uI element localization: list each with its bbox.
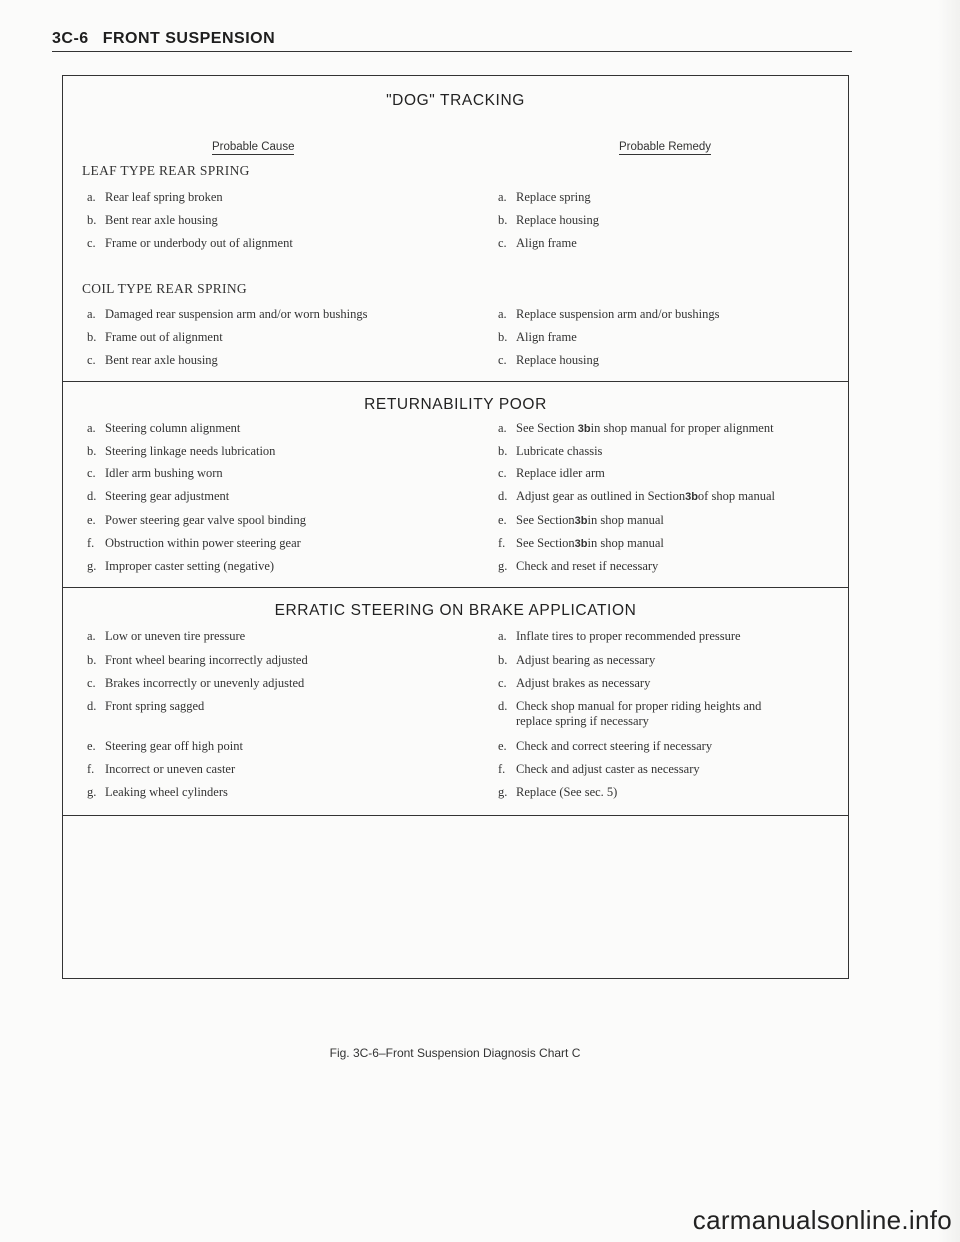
item-letter: a. — [87, 629, 96, 643]
remedy-item — [498, 236, 577, 251]
remedy-text: Check and reset if necessary — [516, 559, 659, 573]
remedy-text-post: in shop manual — [587, 536, 664, 550]
item-letter: a. — [87, 307, 96, 321]
cause-item — [87, 762, 235, 777]
remedy-text: Align frame — [516, 330, 577, 344]
item-letter: c. — [87, 236, 96, 250]
section-reference: 3b — [577, 423, 591, 435]
remedy-text: Replace suspension arm and/or bushings — [516, 307, 720, 321]
remedy-text: Lubricate chassis — [516, 444, 603, 458]
cause-text: Steering gear off high point — [105, 739, 243, 753]
cause-item — [87, 213, 218, 228]
cause-text: Obstruction within power steering gear — [105, 536, 301, 550]
column-header-cause: Probable Cause — [212, 141, 295, 153]
item-letter: d. — [498, 699, 508, 713]
remedy-item — [498, 536, 664, 552]
cause-item — [87, 466, 223, 481]
item-letter: d. — [87, 699, 97, 713]
page-code: 3C-6 — [52, 30, 89, 47]
figure-caption: Fig. 3C-6–Front Suspension Diagnosis Chart C — [329, 1046, 581, 1060]
cause-text: Frame out of alignment — [105, 330, 223, 344]
remedy-text: Check and correct steering if necessary — [516, 739, 713, 753]
cause-item — [87, 190, 223, 205]
remedy-item — [498, 629, 741, 644]
item-letter: c. — [498, 236, 507, 250]
cause-text: Improper caster setting (negative) — [105, 559, 275, 573]
item-letter: a. — [87, 190, 96, 204]
item-letter: g. — [87, 785, 97, 799]
section-reference: 3b — [574, 538, 588, 550]
remedy-text: Align frame — [516, 236, 577, 250]
item-letter: b. — [498, 330, 508, 344]
cause-text: Bent rear axle housing — [105, 353, 218, 367]
item-letter: f. — [498, 762, 506, 776]
remedy-text-pre: See Section — [516, 513, 575, 527]
item-letter: g. — [498, 559, 508, 573]
item-letter: c. — [498, 676, 507, 690]
remedy-text-pre: Adjust gear as outlined in Section — [516, 489, 686, 503]
remedy-item — [498, 699, 761, 714]
cause-text: Idler arm bushing worn — [105, 466, 223, 480]
cause-text: Steering gear adjustment — [105, 489, 230, 503]
remedy-text: Replace idler arm — [516, 466, 605, 480]
remedy-item — [498, 190, 591, 205]
item-letter: e. — [498, 739, 507, 753]
remedy-item — [498, 739, 712, 754]
header-rule — [52, 51, 852, 52]
cause-item — [87, 421, 240, 436]
cause-item — [87, 785, 228, 800]
section-divider — [62, 815, 849, 816]
section-title: FRONT SUSPENSION — [102, 30, 276, 47]
cause-text: Leaking wheel cylinders — [105, 785, 228, 799]
cause-item — [87, 513, 306, 528]
remedy-item — [498, 513, 664, 529]
remedy-text: Adjust bearing as necessary — [516, 653, 656, 667]
item-letter: c. — [87, 676, 96, 690]
item-letter: d. — [87, 489, 97, 503]
remedy-item — [498, 785, 617, 800]
page-edge-shade — [938, 0, 960, 1242]
remedy-item — [498, 421, 774, 437]
column-header-remedy: Probable Remedy — [619, 141, 712, 153]
remedy-text-post: in shop manual for proper alignment — [590, 421, 774, 435]
cause-item — [87, 489, 229, 504]
cause-text: Steering linkage needs lubrication — [105, 444, 276, 458]
item-letter: b. — [87, 444, 97, 458]
cause-item — [87, 653, 308, 668]
item-letter: a. — [498, 421, 507, 435]
remedy-text-pre: See Section — [516, 421, 578, 435]
item-letter: a. — [498, 307, 507, 321]
remedy-text-pre: See Section — [516, 536, 575, 550]
cause-text: Power steering gear valve spool binding — [105, 513, 306, 527]
remedy-text: Inflate tires to proper recommended pressure — [516, 629, 741, 643]
item-letter: c. — [87, 466, 96, 480]
item-letter: c. — [498, 466, 507, 480]
section-reference: 3b — [685, 491, 698, 503]
item-letter: g. — [498, 785, 508, 799]
item-letter: b. — [498, 653, 508, 667]
cause-text: Front wheel bearing incorrectly adjusted — [105, 653, 308, 667]
item-letter: b. — [498, 444, 508, 458]
group-heading-coil-spring: COIL TYPE REAR SPRING — [82, 281, 247, 296]
remedy-item — [498, 559, 658, 574]
cause-item — [87, 559, 274, 574]
cause-text: Damaged rear suspension arm and/or worn bushings — [105, 307, 368, 321]
cause-item — [87, 353, 218, 368]
item-letter: e. — [87, 739, 96, 753]
cause-item — [87, 676, 304, 691]
cause-text: Steering column alignment — [105, 421, 241, 435]
remedy-item — [498, 489, 775, 505]
section-divider — [62, 587, 849, 588]
remedy-item — [498, 444, 602, 459]
remedy-text: Replace housing — [516, 213, 599, 227]
item-letter: f. — [87, 762, 95, 776]
remedy-continuation: replace spring if necessary — [516, 714, 649, 728]
section-divider — [62, 381, 849, 382]
cause-text: Bent rear axle housing — [105, 213, 218, 227]
section-reference: 3b — [574, 515, 588, 527]
cause-text: Low or uneven tire pressure — [105, 629, 246, 643]
item-letter: b. — [87, 330, 97, 344]
cause-item — [87, 699, 204, 714]
group-heading-leaf-spring: LEAF TYPE REAR SPRING — [82, 163, 250, 178]
remedy-item — [498, 762, 700, 777]
item-letter: e. — [498, 513, 507, 527]
item-letter: c. — [87, 353, 96, 367]
remedy-text: Adjust brakes as necessary — [516, 676, 651, 690]
cause-text: Frame or underbody out of alignment — [105, 236, 293, 250]
cause-item — [87, 629, 245, 644]
item-letter: f. — [498, 536, 506, 550]
remedy-item — [498, 353, 599, 368]
watermark: carmanualsonline.info — [692, 1205, 952, 1235]
remedy-text: Check and adjust caster as necessary — [516, 762, 700, 776]
remedy-text-post: in shop manual — [587, 513, 664, 527]
remedy-text: Replace (See sec. 5) — [516, 785, 618, 799]
remedy-text: Replace spring — [516, 190, 591, 204]
cause-text: Rear leaf spring broken — [105, 190, 223, 204]
cause-item — [87, 236, 293, 251]
item-letter: b. — [87, 653, 97, 667]
cause-item — [87, 536, 301, 551]
remedy-text-post: of shop manual — [697, 489, 775, 503]
remedy-item — [498, 307, 719, 322]
section-title-returnability: RETURNABILITY POOR — [364, 396, 547, 413]
cause-text: Brakes incorrectly or unevenly adjusted — [105, 676, 305, 690]
remedy-item — [498, 466, 605, 481]
remedy-item — [498, 330, 577, 345]
item-letter: a. — [498, 190, 507, 204]
remedy-text: Check shop manual for proper riding heights and — [516, 699, 762, 713]
page-header — [52, 30, 289, 48]
item-letter: b. — [87, 213, 97, 227]
item-letter: g. — [87, 559, 97, 573]
remedy-item — [498, 213, 599, 228]
item-letter: c. — [498, 353, 507, 367]
section-title-erratic-steering: ERRATIC STEERING ON BRAKE APPLICATION — [274, 602, 637, 619]
cause-item — [87, 307, 367, 322]
item-letter: a. — [87, 421, 96, 435]
cause-text: Incorrect or uneven caster — [105, 762, 236, 776]
remedy-text: Replace housing — [516, 353, 599, 367]
item-letter: f. — [87, 536, 95, 550]
item-letter: e. — [87, 513, 96, 527]
cause-item — [87, 444, 275, 459]
item-letter: a. — [498, 629, 507, 643]
cause-text: Front spring sagged — [105, 699, 205, 713]
remedy-item — [498, 653, 655, 668]
cause-item — [87, 739, 243, 754]
item-letter: d. — [498, 489, 508, 503]
cause-item — [87, 330, 223, 345]
item-letter: b. — [498, 213, 508, 227]
section-title-dog-tracking: "DOG" TRACKING — [386, 92, 525, 109]
remedy-item — [498, 676, 650, 691]
